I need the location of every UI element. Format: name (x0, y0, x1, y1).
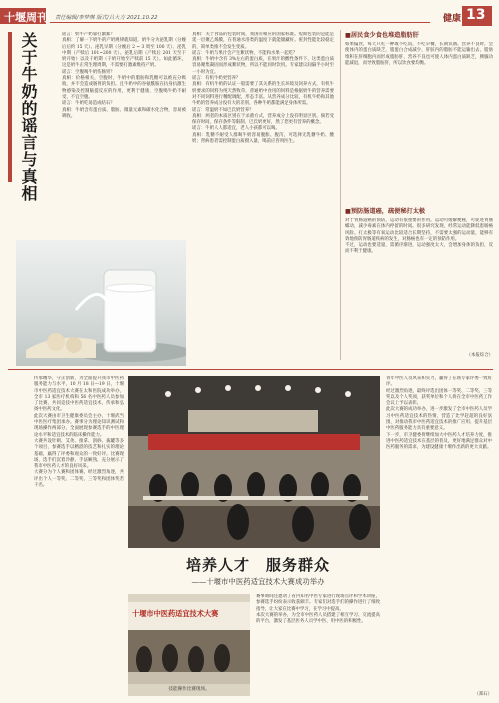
myth-title: 关于牛奶的谣言与真相 (19, 32, 38, 202)
section-separator (8, 369, 493, 370)
myth-column-2: 真相：关于食品的包装时间，我国有相应的国家标准。短期包装的是能是延一层聚乙烯膜，在普通水浴类的温度下就能储藏好。密封性能比较稳定的，简单类推不会发生变质。 谣言：牛奶与果汁会产生絮状物，不能和水果一起吃？ 真相：牛奶中含有 3%左右的蛋白质，在果汁的酸性条件下，这类蛋白质容易聚集凝固而形成絮状物，所以不能同时饮用。专家建议间隔半小时至一小时为宜。 谣言：有机牛奶更营养？ 真相：有机牛奶的认证一般需要了其关系的生长环境及饲养方式，有机牛奶要求的饲料为纯天然牧草，普通奶中食用的饲料是根据奶牛的营养需要对不同饲料进行精配调配，形态丰富。从营养成分比较，有机牛奶和其他牛奶的营养成分没有大的差别，各种牛奶都能满足身体所需。 谣言：常温奶不如巴氏奶营养？ 真相：两者的本质区别在于杀菌方式，营养成分上没有明显区别。倘若受保存时间，保存条件等限制，巴氏奶更好，然了您更有营养的概念。 谣言：牛奶人人都适宜，老人小孩都可以喝。 真相：乳糖不耐受人群喝牛奶容易腹胀、腹泻，可选择无乳糖牛奶、酸奶；肾病患者需控制蛋白质摄入量，喝前应咨询医生。 (192, 32, 334, 145)
myth-title-bar (8, 32, 12, 182)
header-rule (50, 22, 430, 23)
milk-illustration (16, 240, 186, 366)
milk-photo (16, 240, 186, 366)
myth-article (0, 28, 340, 368)
crowd-illustration (128, 630, 250, 684)
health-tips (345, 30, 493, 365)
paper-name: 十堰周刊 (4, 11, 48, 24)
header-credits: 责任编辑/李梦琳 版式/吕大方 2021.10.22 (55, 15, 158, 21)
page-header (0, 0, 499, 27)
meeting-photo (128, 376, 380, 548)
tip-source-note: （本报综合） (466, 353, 493, 358)
competition-subhead: ——十堰市中医药适宜技术大赛成功举办 (191, 577, 325, 586)
competition-column-3: 青年中医人员风采和实力，赢得了在场专家评委一致好评。 经过激烈角逐，最终评选出团体一等奖、二等奖、三等奖以及个人奖项，获奖单位和个人将在全市中医药工作会议上予以表彰。 此次大赛的成功举办，进一步激发了全市中医药人员学习中医药适宜技术的热情，营造了比学赶超的良好氛围，对推动我市中医药适宜技术的推广应用、提升基层中医药服务能力具有重要意义。 下一步，市卫健委将继续加大中医药人才培养力度，推进中医药适宜技术在基层的普及，更好地满足群众对中医药服务的需求，为建设健康十堰作出新的更大贡献。 (386, 376, 492, 451)
competition-headline: 培养人才 服务群众 (185, 556, 330, 574)
column-divider (340, 30, 341, 360)
page-number: 13 (466, 7, 486, 23)
tip1-body: 如果偏食，每天只吃一种或不吃饭，不吃早餐，长期饥饿、营养不良时，会使体内的蛋白质缺乏，脂蛋白合成减少，肝脏内的脂肪不能运输出去，脂肪堆积在肝细胞内而形成脂肪肝，营养不良也可使人体内蛋白质缺乏，胰腺功能减退，而导致脂肪肝，所以饮食要均衡。 (345, 42, 493, 66)
banner-photo (128, 594, 250, 696)
article-byline: （郑石） (474, 692, 492, 697)
section-label: 健康 (443, 14, 462, 24)
tip2-body: 对于胃肠道癌的预防，运动有很重要的作用。运动可缓解便秘，可促进胃肠蠕动，减少毒素在体内停留的时间。很多研究发现，经常运动能降低患肠癌风险。打太极等有氧运动比较适合长期坚持，不需要太强的运动量，能够有效地预防胃肠道疾病的发生，对肠癌也有一定的预防作用。 不过，运动也要适量，需循序渐进，运动强度太大，会增加身体的负担，反而不利于健康。 (345, 218, 493, 255)
meeting-hall-illustration (128, 376, 380, 548)
photo-caption: 技能操作比赛现场。 (168, 687, 210, 692)
banner-text: 十堰市中医药适宜技术大赛 (132, 609, 219, 618)
competition-column-1: 传承精华，守正创新，为全面提升我市中医药服务能力与水平，10 月 18 日—19 日，十堰市中医药适宜技术大赛在太和医院成功举办，全市 13 家医疗机构和 56 名中医药人员参加了比赛，共同竞技中医药适宜技术，传承和弘扬中医药文化。 此次大赛由市卫生健康委员会主办，十堰武当中医医疗集团承办。赛事分为理论知识测试和现场操作两部分，全面展现参赛选手的中医理论水平和适宜技术的临床操作能力。 大赛共设针刺、艾灸、推拿、刮痧、拔罐等多个项目，参赛选手以精湛的技艺和扎实的理论基础，赢得了评委和观众的一致好评。比赛现场，选手们沉着冷静、手法娴熟，充分展示了我市中医药人才的良好风采。 大赛分为个人赛和团体赛。经过激烈角逐，共评出个人一等奖、二等奖、三等奖和团体奖若干名。 (34, 376, 124, 489)
competition-article (0, 372, 499, 703)
competition-column-2: 赛事期间还邀请了省内知名中医专家进行现场点评和学术讲座，参赛选手纷纷表示收获颇丰。专家们对选手们的操作进行了细致指导，让大家在比赛中学习，在学习中提高。 本次大赛的举办，为全市中医药人员搭建了相互学习、交流提高的平台，激发了基层医务人员学中医、用中医的积极性。 (256, 594, 380, 625)
tip1-heading: ■居民食少食也堆造脂肪肝 (345, 32, 419, 39)
myth-column-1: 谣言：奶牛产奶靠打激素？ 真相：了解一下奶牛的产奶规律就知道，奶牛分为泌乳期（分娩后后约 15 天）、泌乳早期（分娩后 2 ~ 3 周至 100 天）、泌乳中期（产犊后 101~200 天）、泌乳后期（产犊后 201 天至干奶开始）以及干奶期（干奶开始至产犊前 15 天）。如此循环，这是奶牛正常生理周期，不需要打激素维持产奶。 谣言：空腹喝牛奶伤肠胃？ 真相：价格相关，空腹时，牛奶中的脂肪和乳糖可以被充分吸收，并不会造成肠胃的负担。且牛奶中的谷氨酰胺在抗身抗激生物感染及控制脑提反应的作用，更利于健康，空腹喝牛奶不耐受、不宜空腹。 谣言：牛奶吃易造成结石？ 真相：牛奶含有蛋白质、脂肪、微量元素和碳水化合物，容易被吸收。 (62, 32, 186, 119)
tip2-heading: ■预防肠道癌，疏便秘打太极 (345, 208, 426, 215)
